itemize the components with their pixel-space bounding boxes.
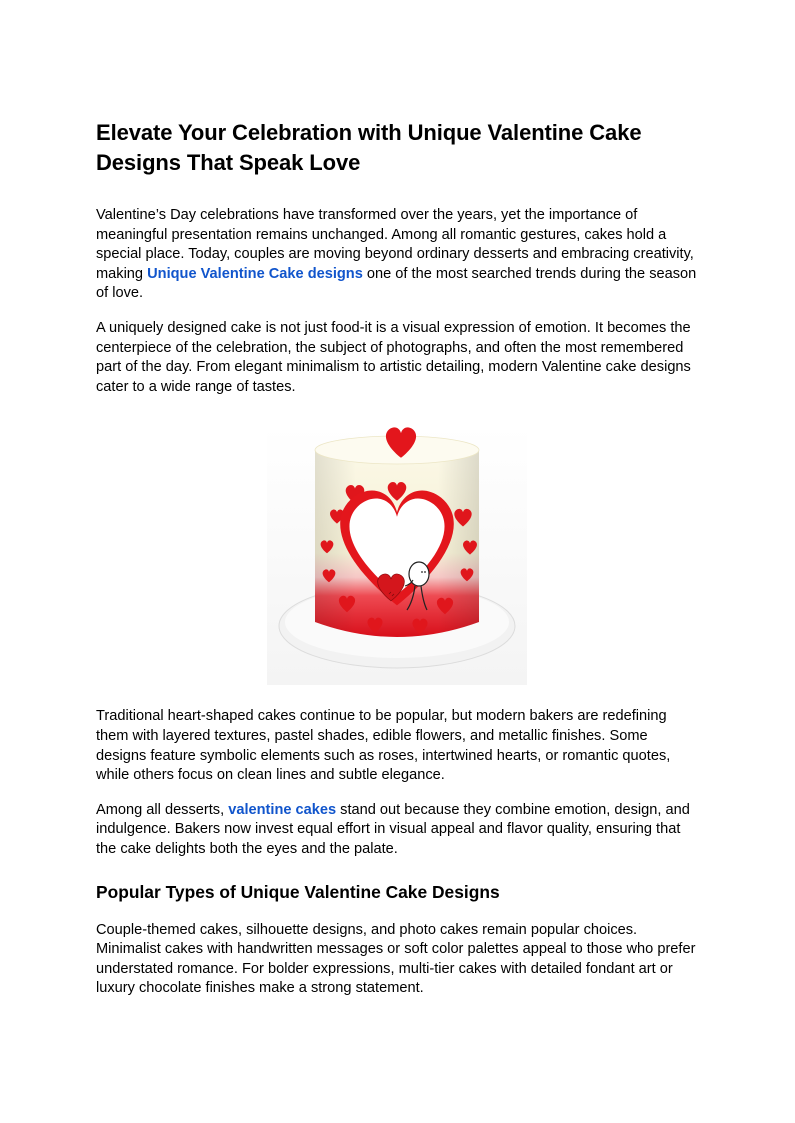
body-paragraph-3: Traditional heart-shaped cakes continue to be popular, but modern bakers are redefining them with layered textures, pastel shades, edible flowers, and metallic finishes. Some designs feature symbolic elements such as roses, intertwined hearts, or romantic quotes, while others focus on clean lines and subtle elegance.	[96, 708, 671, 784]
article-title: Elevate Your Celebration with Unique Valentine Cake Designs That Speak Love	[96, 120, 642, 175]
paragraph-4-text-after: stand out because they combine emotion, design, and indulgence. Bakers now invest equal effort in visual appeal and flavor quality, ensuring that the cake delights both the eyes and the palate.	[96, 801, 690, 857]
unique-valentine-cake-designs-link[interactable]: Unique Valentine Cake designs	[147, 265, 363, 282]
section-heading: Popular Types of Unique Valentine Cake Designs	[96, 881, 500, 902]
intro-paragraph	[96, 206, 701, 304]
valentine-cake-image	[267, 426, 527, 685]
body-paragraph-2: A uniquely designed cake is not just food-it is a visual expression of emotion. It becomes the centerpiece of the celebration, the subject of photographs, and often the most remembered part of the day. From elegant minimalism to artistic detailing, modern Valentine cake designs cater to a wide range of tastes.	[96, 319, 691, 395]
paragraph-4-text-before: Among all desserts,	[96, 801, 229, 818]
intro-text-after: one of the most searched trends during the season of love.	[96, 265, 697, 302]
body-paragraph-4	[96, 801, 701, 860]
body-paragraph-5: Couple-themed cakes, silhouette designs, and photo cakes remain popular choices. Minimalist cakes with handwritten messages or soft color palettes appeal to those who prefer understated romance. For bolder expressions, multi-tier cakes with detailed fondant art or luxury chocolate finishes make a strong statement.	[96, 921, 696, 997]
cake-figure	[96, 426, 701, 685]
document-page	[96, 118, 701, 999]
valentine-cakes-link[interactable]: valentine cakes	[228, 801, 337, 818]
intro-text-before: Valentine’s Day celebrations have transformed over the years, yet the importance of meaningful presentation remains unchanged. Among all romantic gestures, cakes hold a special place. Today, couples are moving beyond ordinary desserts and embracing creativity, making	[96, 207, 694, 282]
